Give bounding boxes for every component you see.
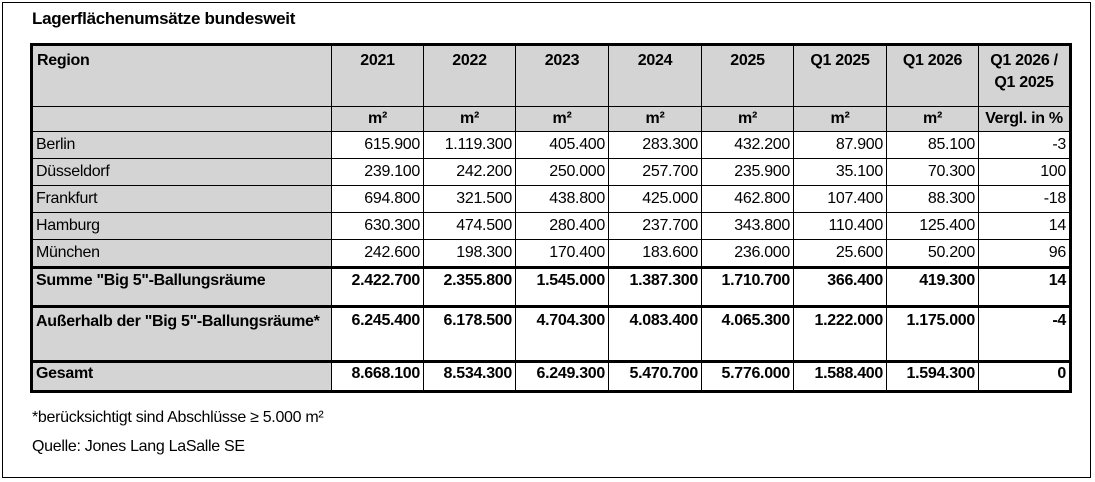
value-cell: 438.800 — [516, 186, 609, 213]
header-q1-2025: Q1 2025 — [794, 45, 887, 107]
unit-2023: m² — [516, 107, 609, 132]
value-cell: 425.000 — [609, 186, 702, 213]
value-cell: 88.300 — [887, 186, 979, 213]
value-cell: 283.300 — [609, 132, 702, 159]
header-row — [32, 45, 1071, 107]
warehouse-turnover-table — [30, 43, 1072, 393]
value-cell: 242.600 — [332, 240, 424, 268]
value-cell: 6.249.300 — [516, 362, 609, 392]
value-cell: 2.355.800 — [424, 268, 516, 307]
value-cell: 4.065.300 — [702, 307, 794, 362]
value-cell: 1.545.000 — [516, 268, 609, 307]
region-cell: Berlin — [32, 132, 332, 159]
value-cell: -18 — [979, 186, 1071, 213]
value-cell: 1.387.300 — [609, 268, 702, 307]
header-comparison: Q1 2026 / Q1 2025 — [979, 45, 1071, 107]
value-cell: 1.594.300 — [887, 362, 979, 392]
header-2021: 2021 — [332, 45, 424, 107]
header-2022: 2022 — [424, 45, 516, 107]
value-cell: 6.178.500 — [424, 307, 516, 362]
header-q1-2026: Q1 2026 — [887, 45, 979, 107]
value-cell: 35.100 — [794, 159, 887, 186]
header-2024: 2024 — [609, 45, 702, 107]
region-cell: Summe "Big 5"-Ballungsräume — [32, 268, 332, 307]
unit-q1-2025: m² — [794, 107, 887, 132]
value-cell: 343.800 — [702, 213, 794, 240]
value-cell: 0 — [979, 362, 1071, 392]
header-region: Region — [32, 45, 332, 107]
table-row — [32, 186, 1071, 213]
table-row — [32, 159, 1071, 186]
value-cell: 6.245.400 — [332, 307, 424, 362]
value-cell: 14 — [979, 213, 1071, 240]
summary-row-total — [32, 362, 1071, 392]
footnote: *berücksichtigt sind Abschlüsse ≥ 5.000 m² — [32, 409, 324, 426]
value-cell: 50.200 — [887, 240, 979, 268]
value-cell: 14 — [979, 268, 1071, 307]
unit-region — [32, 107, 332, 132]
value-cell: 5.776.000 — [702, 362, 794, 392]
value-cell: 100 — [979, 159, 1071, 186]
value-cell: 257.700 — [609, 159, 702, 186]
value-cell: 237.700 — [609, 213, 702, 240]
region-cell: Frankfurt — [32, 186, 332, 213]
value-cell: 2.422.700 — [332, 268, 424, 307]
summary-row-big5 — [32, 268, 1071, 307]
summary-row-outside — [32, 307, 1071, 362]
region-cell: Hamburg — [32, 213, 332, 240]
value-cell: 239.100 — [332, 159, 424, 186]
unit-q1-2026: m² — [887, 107, 979, 132]
value-cell: 432.200 — [702, 132, 794, 159]
unit-2021: m² — [332, 107, 424, 132]
value-cell: 4.083.400 — [609, 307, 702, 362]
value-cell: 321.500 — [424, 186, 516, 213]
value-cell: 183.600 — [609, 240, 702, 268]
value-cell: 1.222.000 — [794, 307, 887, 362]
value-cell: 474.500 — [424, 213, 516, 240]
value-cell: 1.710.700 — [702, 268, 794, 307]
value-cell: 405.400 — [516, 132, 609, 159]
value-cell: 1.119.300 — [424, 132, 516, 159]
unit-comparison: Vergl. in % — [979, 107, 1071, 132]
value-cell: 235.900 — [702, 159, 794, 186]
value-cell: 280.400 — [516, 213, 609, 240]
value-cell: 419.300 — [887, 268, 979, 307]
table-row — [32, 132, 1071, 159]
region-cell: Gesamt — [32, 362, 332, 392]
value-cell: 170.400 — [516, 240, 609, 268]
value-cell: 107.400 — [794, 186, 887, 213]
value-cell: 366.400 — [794, 268, 887, 307]
value-cell: 198.300 — [424, 240, 516, 268]
region-cell: Außerhalb der "Big 5"-Ballungsräume* — [32, 307, 332, 362]
value-cell: -3 — [979, 132, 1071, 159]
value-cell: 250.000 — [516, 159, 609, 186]
value-cell: 236.000 — [702, 240, 794, 268]
value-cell: 4.704.300 — [516, 307, 609, 362]
value-cell: -4 — [979, 307, 1071, 362]
unit-2025: m² — [702, 107, 794, 132]
value-cell: 110.400 — [794, 213, 887, 240]
value-cell: 5.470.700 — [609, 362, 702, 392]
value-cell: 85.100 — [887, 132, 979, 159]
source-note: Quelle: Jones Lang LaSalle SE — [32, 438, 245, 455]
unit-2024: m² — [609, 107, 702, 132]
value-cell: 96 — [979, 240, 1071, 268]
table-title: Lagerflächenumsätze bundesweit — [32, 9, 296, 28]
value-cell: 1.588.400 — [794, 362, 887, 392]
value-cell: 615.900 — [332, 132, 424, 159]
region-cell: München — [32, 240, 332, 268]
value-cell: 125.400 — [887, 213, 979, 240]
header-2023: 2023 — [516, 45, 609, 107]
table-row — [32, 240, 1071, 268]
header-2025: 2025 — [702, 45, 794, 107]
unit-row — [32, 107, 1071, 132]
value-cell: 242.200 — [424, 159, 516, 186]
region-cell: Düsseldorf — [32, 159, 332, 186]
value-cell: 630.300 — [332, 213, 424, 240]
value-cell: 1.175.000 — [887, 307, 979, 362]
value-cell: 694.800 — [332, 186, 424, 213]
value-cell: 8.668.100 — [332, 362, 424, 392]
value-cell: 25.600 — [794, 240, 887, 268]
value-cell: 87.900 — [794, 132, 887, 159]
value-cell: 8.534.300 — [424, 362, 516, 392]
unit-2022: m² — [424, 107, 516, 132]
value-cell: 70.300 — [887, 159, 979, 186]
value-cell: 462.800 — [702, 186, 794, 213]
table-row — [32, 213, 1071, 240]
